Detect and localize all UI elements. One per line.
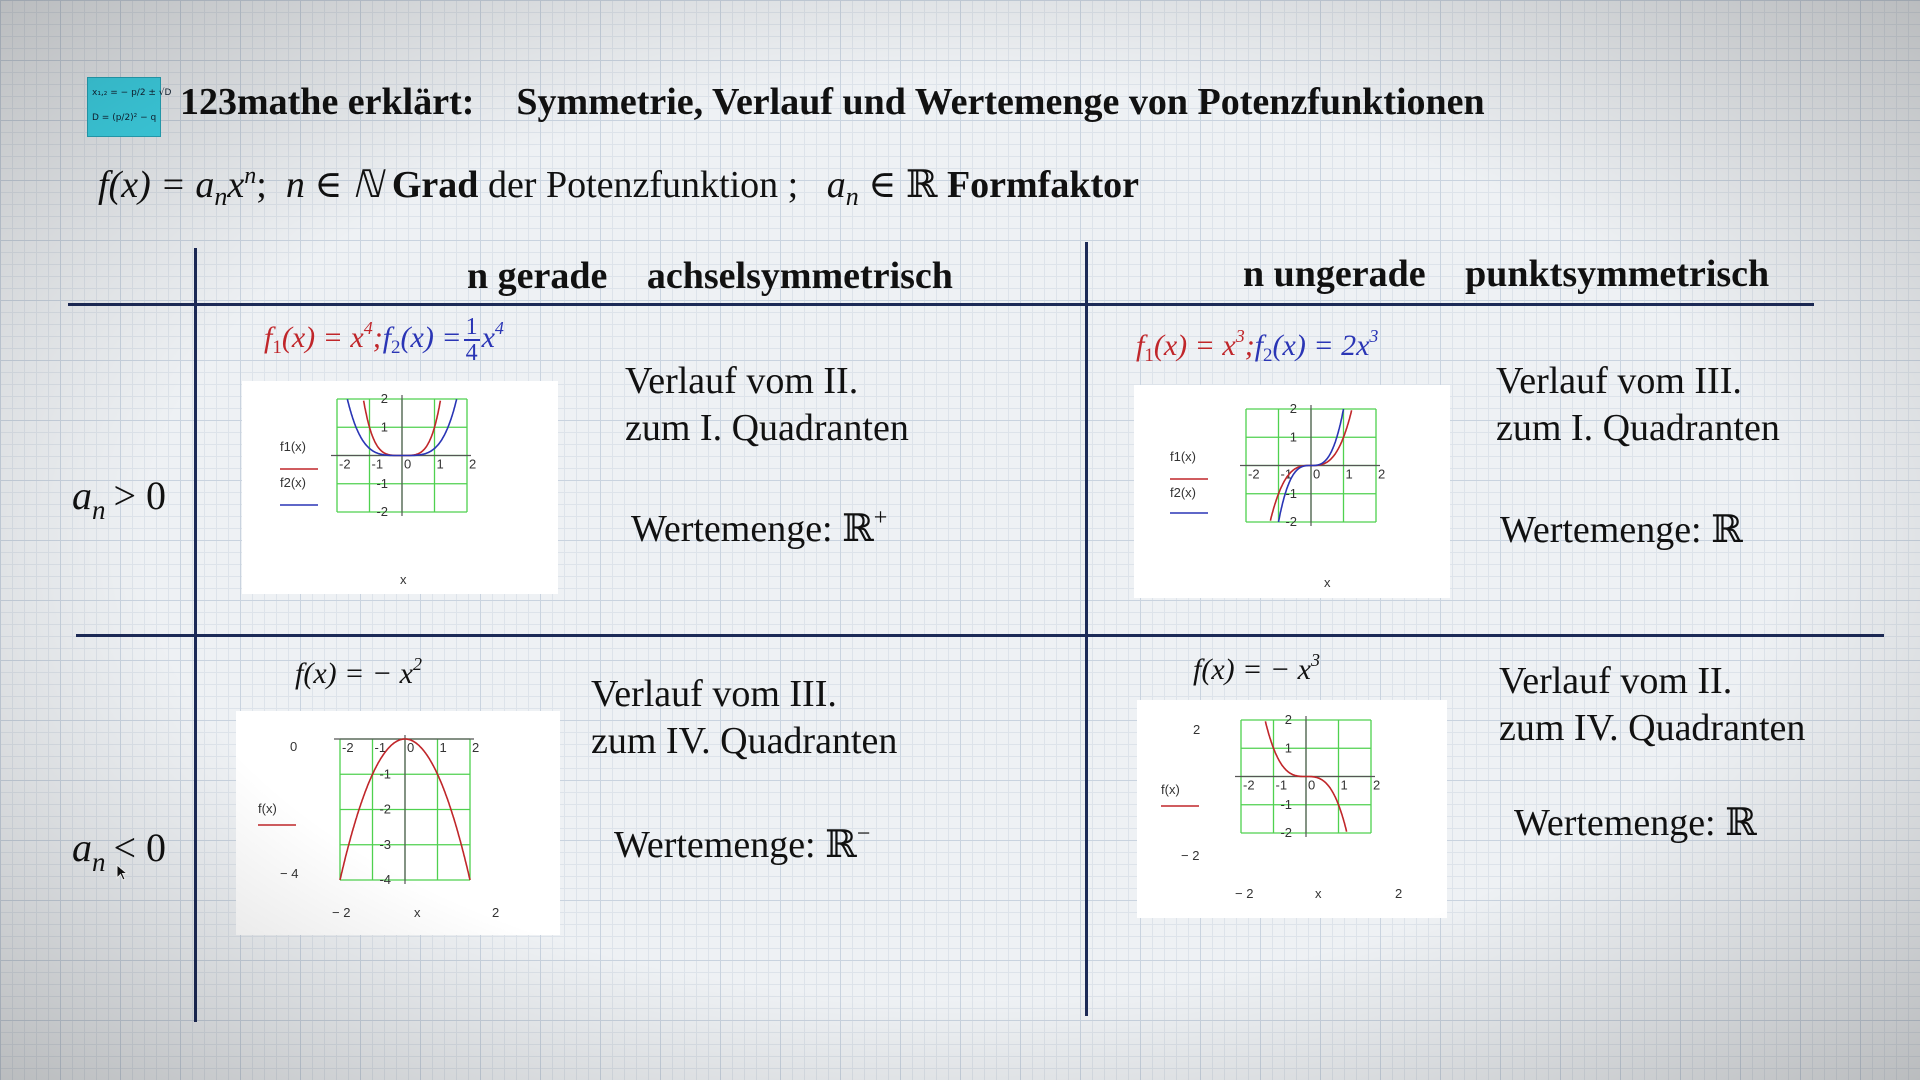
mouse-cursor [116,864,130,887]
p2-x-tick: 0 [1313,466,1321,482]
label-column-divider [194,248,197,1022]
werte-even-neg [614,821,870,867]
odd-sym-label: punktsymmetrisch [1465,253,1770,295]
formula-grad-text: der Potenzfunktion ; [487,164,799,206]
p1-y-tick: 1 [380,419,388,435]
p2-y-tick: 2 [1289,401,1297,416]
p2-x-tick: -2 [1248,466,1260,482]
column-header-even [467,254,953,298]
legend-f: f(x) [1161,782,1180,797]
p4-x-tick: 1 [1340,777,1348,793]
desc-line-2: zum I. Quadranten [1496,407,1780,449]
function-label-even-pos: $f_1(x)$ = $x^4;f_2(x)$ = $\frac{1}{4}$ $x^4$ [264,314,504,366]
p3-x-tick: 0 [407,740,415,755]
x-left-label: − 2 [332,905,351,920]
row-pos-rel: > 0 [113,473,167,518]
p1-y-tick: -1 [376,475,388,491]
werte-sup: + [873,505,888,531]
row-pos-sub: n [92,495,106,525]
x-axis-label: x [400,572,407,587]
formula-formfaktor: Formfaktor [946,164,1139,206]
description-odd-pos [1496,358,1780,452]
header-divider [68,303,1814,306]
x-axis-label: x [414,905,421,920]
desc-line-2: zum IV. Quadranten [591,720,898,762]
description-odd-neg [1499,658,1805,752]
description-even-pos [625,358,909,452]
formula-grad: Grad [391,164,479,206]
row-neg-sub: n [92,847,106,877]
svg-text:D = (p/2)² − q: D = (p/2)² − q [92,113,157,123]
general-formula [98,162,1139,212]
p3-x-tick: 2 [472,740,480,755]
pq-formula-icon [88,78,172,136]
formula-sep: ; [256,164,267,206]
p2-y-tick: -1 [1285,485,1297,501]
p1-x-tick: 1 [436,456,444,472]
plot-even-pos-svg [242,381,558,594]
plot-odd-neg [1137,700,1447,918]
p2-y-tick: 1 [1289,429,1297,445]
center-column-divider [1085,242,1088,1016]
legend-f2: f2(x) [1170,485,1196,500]
x-axis-label: x [1315,886,1322,901]
column-header-odd [1243,252,1769,296]
p1-x-tick: 2 [469,456,477,472]
function-label-even-neg: f(x) = − $x^2$ [295,654,422,690]
legend-f1: f1(x) [1170,449,1196,464]
x-right-label: 2 [1395,886,1403,901]
p4-x-tick: -1 [1275,777,1288,793]
p1-x-tick: -1 [371,456,384,472]
p3-y-tick: -4 [379,872,391,887]
p4-y-tick: 2 [1284,712,1292,727]
formula-sub: n [214,182,228,211]
legend-f2: f2(x) [280,475,306,490]
werte-odd-neg [1514,800,1757,845]
cursor-arrow-icon [116,864,130,882]
p4-x-tick: 2 [1373,777,1381,793]
werte-odd-pos [1500,507,1743,552]
svg-text:x₁,₂ = − p/2 ± √D: x₁,₂ = − p/2 ± √D [92,88,172,98]
p3-x-tick: -2 [342,740,354,755]
even-n-label: n gerade [467,255,608,297]
werte-label: Wertemenge: ℝ [631,508,874,550]
werte-even-pos [631,505,887,551]
plot-even-neg-svg [236,711,560,935]
function-label-odd-neg: f(x) = − $x^3$ [1193,650,1320,686]
p1-x-tick: 0 [404,456,412,472]
formula-exp: n [244,163,257,189]
formula-n-set: n ∈ ℕ [285,164,383,206]
plot-odd-neg-svg [1137,700,1447,918]
legend-f: f(x) [258,801,277,816]
p1-x-tick: -2 [339,456,351,472]
desc-line-1: Verlauf vom III. [1496,360,1742,402]
logo-123mathe [87,77,172,137]
description-even-neg [591,671,897,765]
p2-x-tick: 2 [1378,466,1386,482]
x-axis-label: x [1324,575,1331,590]
werte-label: Wertemenge: ℝ [1514,802,1757,844]
topic-title: Symmetrie, Verlauf und Wertemenge von Potenzfunktionen [516,81,1485,123]
p3-x-tick: -1 [374,740,387,755]
even-sym-label: achselsymmetrisch [646,255,953,297]
y-top-label: 2 [1193,722,1201,737]
y-top-label: 0 [290,739,298,754]
p4-y-tick: -2 [1280,825,1292,840]
p2-y-tick: -2 [1285,514,1297,529]
p3-y-tick: -3 [379,836,391,852]
odd-n-label: n ungerade [1243,253,1426,295]
werte-label: Wertemenge: ℝ [1500,509,1743,551]
p3-y-tick: -2 [379,801,391,817]
desc-line-1: Verlauf vom II. [625,360,859,402]
p2-x-tick: -1 [1280,466,1293,482]
row-neg-a: a [72,825,92,870]
p1-y-tick: -2 [376,504,388,519]
plot-even-pos [242,381,558,594]
formula-f: f(x) = a [98,164,215,206]
p4-y-tick: -1 [1280,796,1292,812]
desc-line-1: Verlauf vom II. [1499,660,1733,702]
plot-even-neg [236,711,560,935]
werte-sup: − [856,821,871,847]
row-label-positive [72,472,166,526]
desc-line-1: Verlauf vom III. [591,673,837,715]
legend-f1: f1(x) [280,439,306,454]
row-divider [76,634,1884,637]
y-bottom-label: − 2 [1181,848,1200,863]
desc-line-2: zum IV. Quadranten [1499,707,1806,749]
p1-y-tick: 2 [380,391,388,406]
formula-a-set: ∈ ℝ [868,164,938,206]
function-label-odd-pos: $f_1(x)$ = $x^3;f_2(x) = 2x^3$ [1136,326,1379,366]
formula-a: a [826,164,846,206]
desc-line-2: zum I. Quadranten [625,407,909,449]
p3-y-tick: -1 [379,766,391,782]
x-right-label: 2 [492,905,500,920]
p2-x-tick: 1 [1345,466,1353,482]
plot-odd-pos [1134,385,1450,598]
page-title [180,80,1485,124]
p4-x-tick: 0 [1308,777,1316,793]
plot-odd-pos-svg [1134,385,1450,598]
werte-label: Wertemenge: ℝ [614,824,857,866]
p4-x-tick: -2 [1243,777,1255,793]
brand-label: 123mathe erklärt: [180,81,475,123]
row-pos-a: a [72,473,92,518]
row-neg-rel: < 0 [113,825,167,870]
x-left-label: − 2 [1235,886,1254,901]
formula-a-sub: n [845,182,859,211]
y-bottom-label: − 4 [280,866,299,881]
p3-x-tick: 1 [439,740,447,755]
p4-y-tick: 1 [1284,740,1292,756]
formula-x: x [227,164,245,206]
